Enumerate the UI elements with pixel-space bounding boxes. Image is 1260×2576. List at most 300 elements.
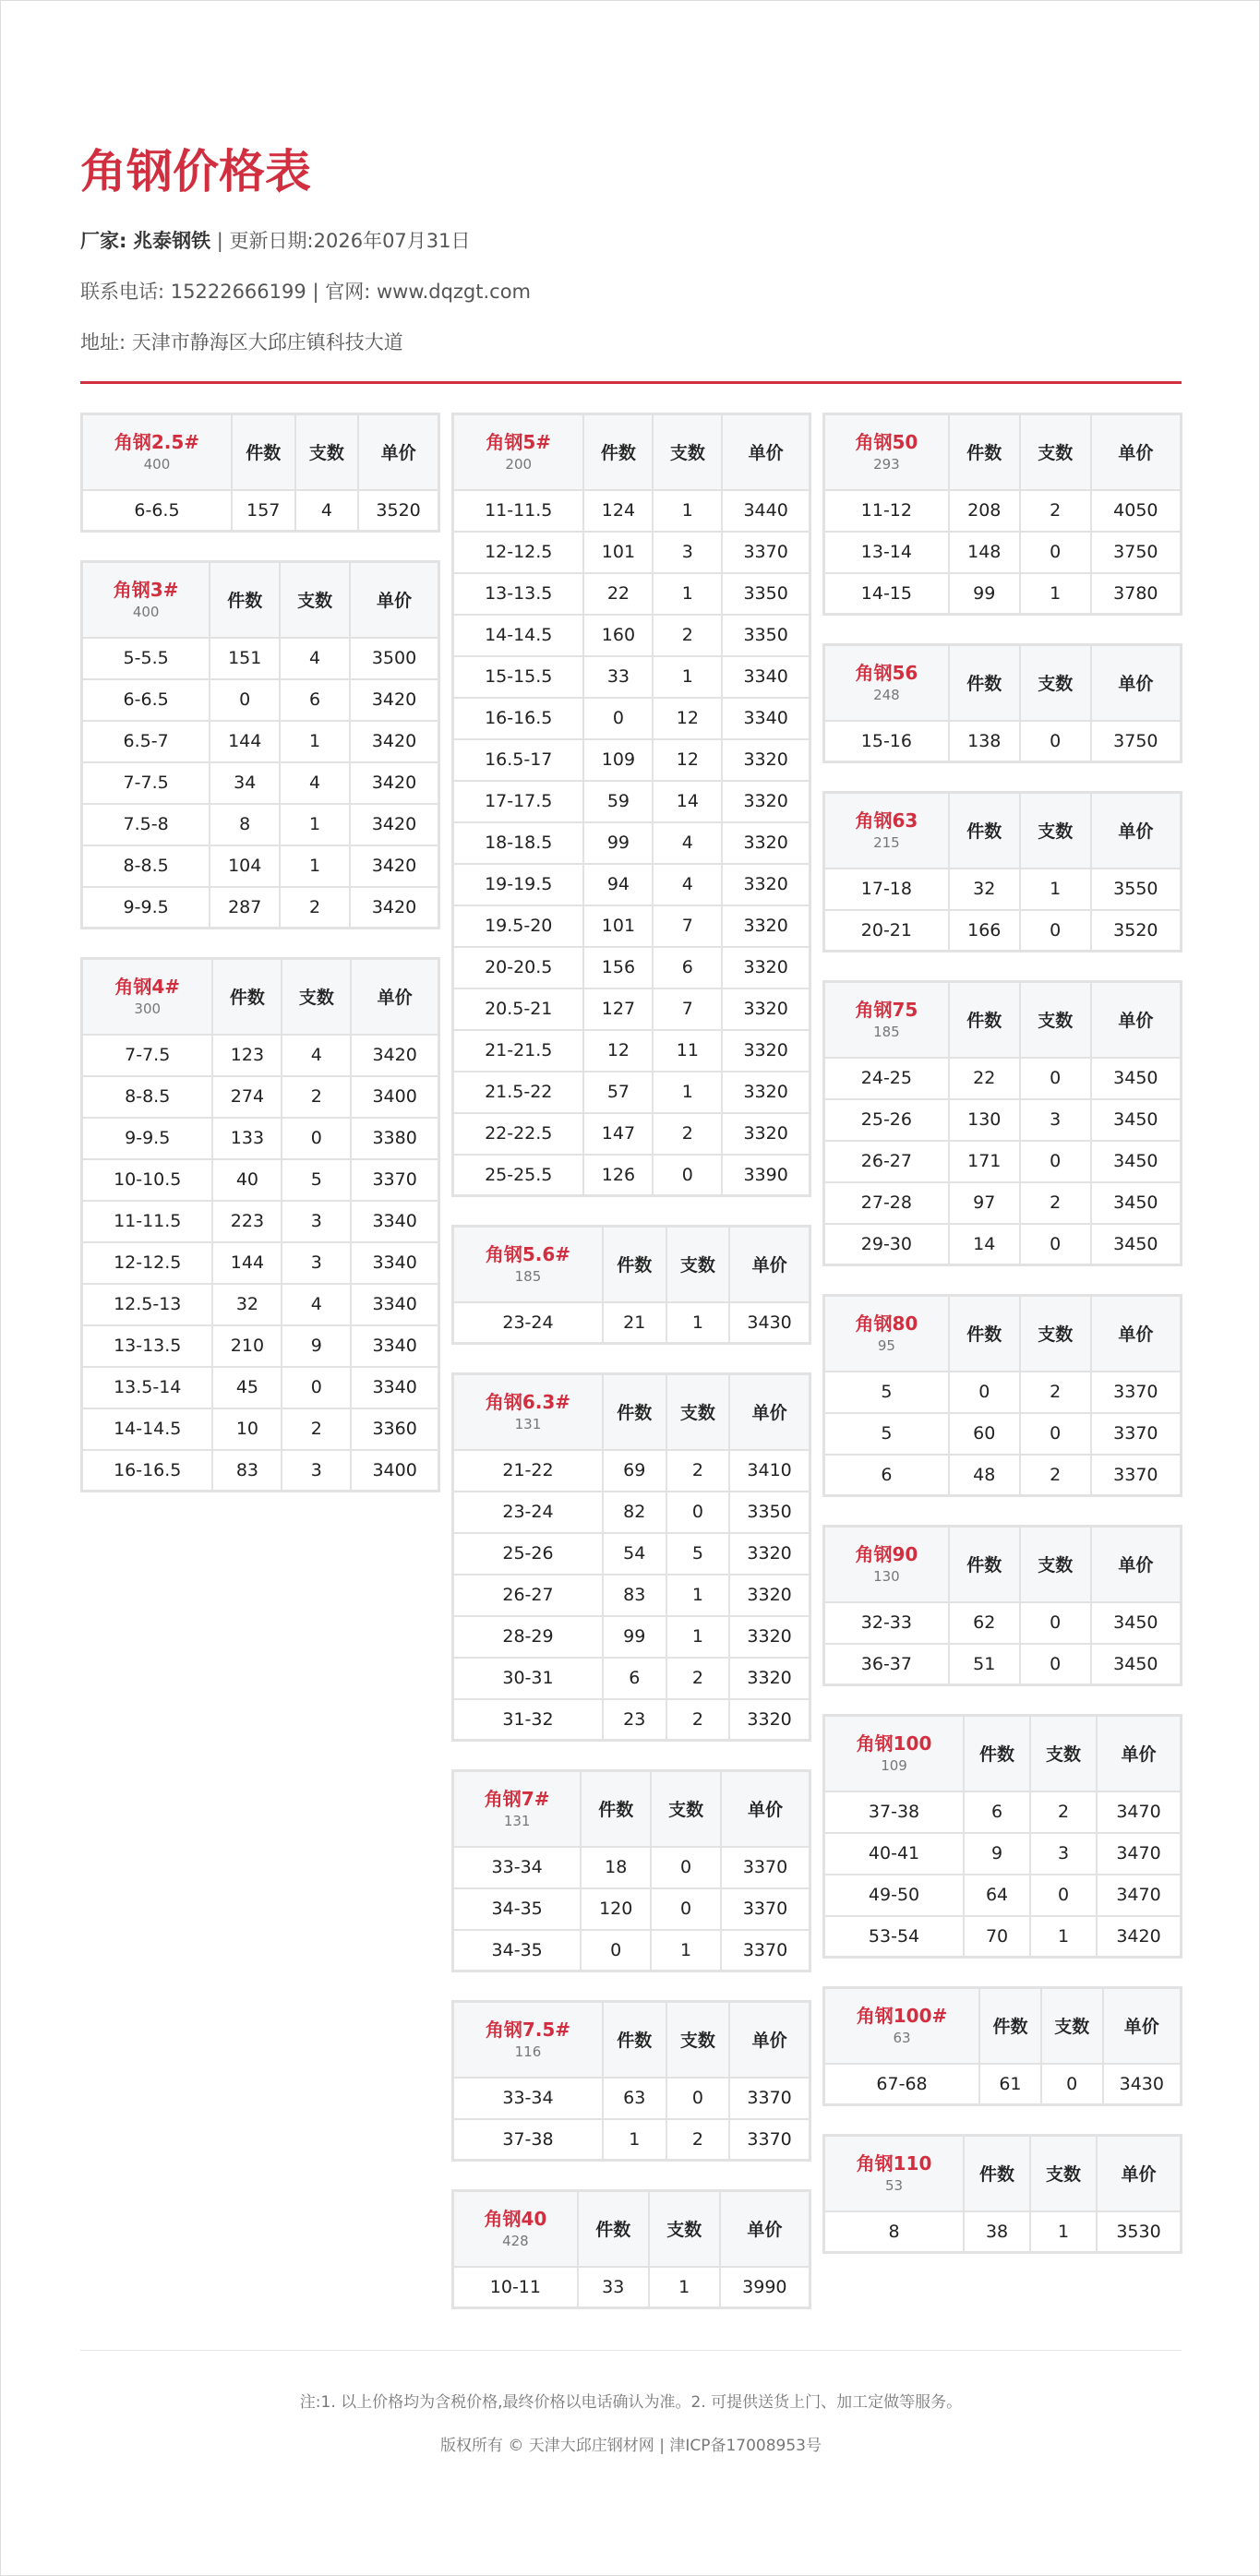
count-cell: 0 — [949, 1372, 1020, 1413]
sticks-header: 支数 — [1020, 1527, 1091, 1602]
price-cell: 3350 — [722, 615, 810, 656]
grade-header — [824, 1716, 965, 1791]
count-cell: 1 — [603, 2119, 666, 2161]
table-row — [453, 1847, 810, 1888]
price-table — [822, 413, 1182, 616]
table-header-row — [824, 982, 1182, 1058]
price-cell: 3320 — [722, 1113, 810, 1155]
table-row — [82, 1408, 439, 1450]
count-cell: 61 — [979, 2064, 1041, 2105]
count-cell: 18 — [581, 1847, 651, 1888]
count-cell: 208 — [949, 490, 1020, 532]
price-header: 单价 — [358, 414, 438, 490]
sticks-cell: 1 — [666, 1302, 730, 1344]
table-header-row — [824, 1527, 1182, 1602]
spec-cell: 19-19.5 — [453, 864, 584, 905]
price-header: 单价 — [729, 1227, 810, 1302]
grade-subtitle: 248 — [873, 686, 900, 703]
address-line — [80, 329, 403, 356]
spec-cell: 21-21.5 — [453, 1030, 584, 1072]
spec-cell: 11-11.5 — [82, 1201, 213, 1242]
table-row — [824, 1644, 1182, 1685]
count-cell: 14 — [949, 1224, 1020, 1265]
price-cell: 3350 — [722, 573, 810, 615]
count-cell: 166 — [949, 910, 1020, 952]
grade-header — [824, 982, 949, 1058]
count-cell: 6 — [964, 1791, 1030, 1833]
spec-cell: 27-28 — [824, 1182, 949, 1224]
spec-cell: 53-54 — [824, 1916, 965, 1958]
price-cell: 3990 — [720, 2267, 810, 2308]
price-cell: 3320 — [722, 1072, 810, 1113]
sticks-cell: 0 — [1030, 1875, 1097, 1916]
table-row — [82, 1035, 439, 1076]
grade-header — [824, 414, 949, 490]
count-cell: 0 — [210, 679, 280, 721]
sticks-cell: 2 — [1030, 1791, 1097, 1833]
spec-cell: 6 — [824, 1455, 949, 1496]
count-cell: 6 — [603, 1658, 666, 1699]
spec-cell: 36-37 — [824, 1644, 949, 1685]
sticks-header: 支数 — [666, 1374, 730, 1450]
sticks-cell: 5 — [282, 1159, 351, 1201]
sticks-cell: 1 — [1020, 573, 1091, 615]
count-cell: 59 — [583, 781, 653, 822]
price-cell: 3360 — [351, 1408, 438, 1450]
footer-divider — [80, 2350, 1182, 2351]
sticks-cell: 0 — [666, 1492, 730, 1533]
count-cell: 133 — [212, 1118, 282, 1159]
table-row — [82, 1367, 439, 1408]
spec-cell: 7.5-8 — [82, 804, 210, 845]
table-row — [453, 905, 810, 947]
sticks-cell: 1 — [280, 721, 350, 762]
grade-name: 角钢80 — [855, 1312, 918, 1335]
price-header: 单价 — [1091, 1527, 1182, 1602]
price-cell: 3320 — [722, 947, 810, 988]
grade-name: 角钢2.5# — [114, 430, 200, 453]
price-cell: 3780 — [1091, 573, 1182, 615]
sticks-header: 支数 — [1020, 645, 1091, 721]
count-cell: 83 — [212, 1450, 282, 1492]
table-row — [453, 1699, 810, 1741]
grade-name: 角钢40 — [484, 2207, 547, 2230]
count-cell: 12 — [583, 1030, 653, 1072]
price-cell: 3370 — [1091, 1372, 1182, 1413]
grade-subtitle: 428 — [502, 2232, 529, 2249]
table-row — [82, 1201, 439, 1242]
count-header: 件数 — [949, 1296, 1020, 1372]
price-cell: 3340 — [722, 656, 810, 698]
price-cell: 3450 — [1091, 1058, 1182, 1099]
price-table — [822, 643, 1182, 763]
price-table — [451, 1769, 811, 1972]
count-header: 件数 — [949, 645, 1020, 721]
price-cell: 3370 — [721, 1930, 810, 1971]
price-table — [822, 980, 1182, 1266]
count-cell: 32 — [212, 1284, 282, 1325]
spec-cell: 21-22 — [453, 1450, 603, 1492]
grade-subtitle: 200 — [505, 455, 533, 473]
table-row — [453, 988, 810, 1030]
phone-label: 联系电话: — [80, 281, 165, 303]
spec-cell: 20-20.5 — [453, 947, 584, 988]
update-label: 更新日期: — [229, 230, 314, 252]
table-row — [82, 1159, 439, 1201]
price-cell: 3440 — [722, 490, 810, 532]
price-header: 单价 — [1091, 645, 1182, 721]
grade-name: 角钢4# — [114, 975, 181, 998]
price-cell: 3420 — [351, 1035, 438, 1076]
sticks-cell: 6 — [653, 947, 722, 988]
table-header-row — [453, 414, 810, 490]
count-cell: 130 — [949, 1099, 1020, 1141]
table-header-row — [824, 1988, 1182, 2064]
price-cell: 3320 — [729, 1533, 810, 1575]
price-cell: 3350 — [729, 1492, 810, 1533]
spec-cell: 23-24 — [453, 1302, 603, 1344]
table-row — [824, 1791, 1182, 1833]
table-row — [82, 845, 439, 887]
table-header-row — [824, 645, 1182, 721]
spec-cell: 30-31 — [453, 1658, 603, 1699]
spec-cell: 25-26 — [453, 1533, 603, 1575]
sticks-cell: 0 — [1020, 721, 1091, 762]
count-header: 件数 — [583, 414, 653, 490]
sticks-cell: 0 — [1020, 1058, 1091, 1099]
website-label: 官网: — [325, 281, 371, 303]
price-cell: 3320 — [722, 1030, 810, 1072]
spec-cell: 67-68 — [824, 2064, 980, 2105]
spec-cell: 6-6.5 — [82, 679, 210, 721]
table-header-row — [453, 2002, 810, 2078]
count-cell: 9 — [964, 1833, 1030, 1875]
price-cell: 3450 — [1091, 1644, 1182, 1685]
price-header: 单价 — [1091, 793, 1182, 869]
table-header-row — [82, 562, 439, 638]
spec-cell: 26-27 — [824, 1141, 949, 1182]
count-header: 件数 — [581, 1771, 651, 1847]
sticks-cell: 0 — [1020, 532, 1091, 573]
sticks-header: 支数 — [295, 414, 359, 490]
grade-subtitle: 63 — [893, 2029, 911, 2046]
table-row — [82, 1325, 439, 1367]
table-row — [453, 615, 810, 656]
table-header-row — [82, 414, 439, 490]
table-row — [453, 2267, 810, 2308]
table-row — [82, 887, 439, 929]
grade-header — [824, 793, 949, 869]
count-cell: 144 — [210, 721, 280, 762]
price-header: 单价 — [722, 414, 810, 490]
price-cell: 3370 — [351, 1159, 438, 1201]
count-cell: 33 — [583, 656, 653, 698]
spec-cell: 16-16.5 — [453, 698, 584, 739]
sticks-header: 支数 — [1020, 793, 1091, 869]
table-row — [453, 1658, 810, 1699]
grade-header — [453, 1374, 603, 1450]
price-table — [822, 1986, 1182, 2106]
count-header: 件数 — [949, 982, 1020, 1058]
grade-subtitle: 116 — [514, 2043, 542, 2060]
address-value: 天津市静海区大邱庄镇科技大道 — [131, 331, 403, 353]
price-cell: 3320 — [729, 1699, 810, 1741]
sticks-cell: 1 — [1030, 1916, 1097, 1958]
header-divider — [80, 381, 1182, 384]
spec-cell: 8-8.5 — [82, 845, 210, 887]
sticks-cell: 7 — [653, 905, 722, 947]
grade-header — [824, 1527, 949, 1602]
sticks-cell: 2 — [1020, 1372, 1091, 1413]
price-cell: 3370 — [729, 2078, 810, 2119]
price-cell: 3420 — [350, 762, 438, 804]
price-header: 单价 — [1091, 1296, 1182, 1372]
table-row — [82, 679, 439, 721]
count-cell: 83 — [603, 1575, 666, 1616]
spec-cell: 34-35 — [453, 1888, 582, 1930]
grade-subtitle: 300 — [134, 1000, 162, 1017]
sticks-cell: 0 — [1020, 1602, 1091, 1644]
grade-name: 角钢56 — [855, 661, 918, 684]
price-cell: 3450 — [1091, 1141, 1182, 1182]
table-row — [453, 781, 810, 822]
sticks-cell: 9 — [282, 1325, 351, 1367]
count-cell: 45 — [212, 1367, 282, 1408]
price-header: 单价 — [729, 1374, 810, 1450]
sticks-cell: 3 — [282, 1201, 351, 1242]
table-row — [82, 762, 439, 804]
price-header: 单价 — [350, 562, 438, 638]
sticks-header: 支数 — [280, 562, 350, 638]
grade-subtitle: 185 — [873, 1023, 900, 1040]
count-cell: 60 — [949, 1413, 1020, 1455]
price-cell: 3520 — [358, 490, 438, 532]
price-header: 单价 — [720, 2191, 810, 2267]
sticks-cell: 2 — [1020, 490, 1091, 532]
table-row — [82, 1076, 439, 1118]
spec-cell: 37-38 — [824, 1791, 965, 1833]
sticks-cell: 2 — [1020, 1455, 1091, 1496]
price-cell: 3370 — [721, 1847, 810, 1888]
spec-cell: 14-14.5 — [453, 615, 584, 656]
table-row — [824, 1372, 1182, 1413]
table-row — [82, 1242, 439, 1284]
price-cell: 3450 — [1091, 1182, 1182, 1224]
price-table — [451, 413, 811, 1197]
sticks-header: 支数 — [1041, 1988, 1103, 2064]
grade-header — [453, 2002, 603, 2078]
grade-subtitle: 130 — [873, 1567, 900, 1585]
count-cell: 120 — [581, 1888, 651, 1930]
table-row — [824, 1833, 1182, 1875]
price-table — [822, 1714, 1182, 1959]
spec-cell: 5 — [824, 1372, 949, 1413]
count-cell: 109 — [583, 739, 653, 781]
table-row — [824, 532, 1182, 573]
spec-cell: 29-30 — [824, 1224, 949, 1265]
spec-cell: 26-27 — [453, 1575, 603, 1616]
sticks-cell: 11 — [653, 1030, 722, 1072]
spec-cell: 13.5-14 — [82, 1367, 213, 1408]
grade-name: 角钢63 — [855, 809, 918, 832]
count-cell: 40 — [212, 1159, 282, 1201]
price-cell: 3340 — [351, 1325, 438, 1367]
table-header-row — [453, 1771, 810, 1847]
spec-cell: 16-16.5 — [82, 1450, 213, 1492]
price-cell: 3410 — [729, 1450, 810, 1492]
spec-cell: 7-7.5 — [82, 1035, 213, 1076]
grade-name: 角钢50 — [855, 430, 918, 453]
spec-cell: 19.5-20 — [453, 905, 584, 947]
spec-cell: 24-25 — [824, 1058, 949, 1099]
sticks-cell: 1 — [653, 573, 722, 615]
sticks-cell: 3 — [1030, 1833, 1097, 1875]
grade-subtitle: 53 — [884, 2176, 904, 2194]
table-row — [824, 1141, 1182, 1182]
contact-line — [80, 278, 531, 306]
table-row — [824, 490, 1182, 532]
spec-cell: 12-12.5 — [82, 1242, 213, 1284]
table-header-row — [824, 1716, 1182, 1791]
price-cell: 3500 — [350, 638, 438, 679]
count-cell: 124 — [583, 490, 653, 532]
table-row — [453, 490, 810, 532]
spec-cell: 12-12.5 — [453, 532, 584, 573]
count-cell: 54 — [603, 1533, 666, 1575]
price-cell: 3430 — [1103, 2064, 1182, 2105]
sticks-cell: 2 — [653, 615, 722, 656]
table-row — [453, 822, 810, 864]
count-cell: 157 — [232, 490, 295, 532]
count-cell: 171 — [949, 1141, 1020, 1182]
table-row — [824, 2064, 1182, 2105]
count-cell: 101 — [583, 532, 653, 573]
price-cell: 3320 — [729, 1575, 810, 1616]
sticks-cell: 2 — [653, 1113, 722, 1155]
count-cell: 48 — [949, 1455, 1020, 1496]
price-cell: 3320 — [722, 988, 810, 1030]
price-cell: 3470 — [1097, 1833, 1182, 1875]
sticks-cell: 4 — [653, 864, 722, 905]
sticks-header: 支数 — [1030, 2136, 1097, 2211]
price-table — [822, 1525, 1182, 1686]
spec-cell: 11-11.5 — [453, 490, 584, 532]
table-row — [824, 1916, 1182, 1958]
table-row — [824, 1099, 1182, 1141]
table-row — [82, 638, 439, 679]
spec-cell: 11-12 — [824, 490, 949, 532]
price-column-2 — [451, 413, 811, 2337]
sticks-cell: 4 — [280, 762, 350, 804]
count-cell: 32 — [949, 869, 1020, 910]
spec-cell: 25-25.5 — [453, 1155, 584, 1196]
table-row — [453, 1155, 810, 1196]
grade-subtitle: 185 — [514, 1267, 542, 1285]
separator: | — [312, 281, 319, 303]
sticks-cell: 1 — [666, 1575, 730, 1616]
count-cell: 63 — [603, 2078, 666, 2119]
price-table — [451, 1225, 811, 1345]
spec-cell: 28-29 — [453, 1616, 603, 1658]
price-table — [822, 791, 1182, 953]
price-header: 单价 — [351, 959, 438, 1035]
sticks-cell: 7 — [653, 988, 722, 1030]
price-header: 单价 — [729, 2002, 810, 2078]
table-row — [824, 910, 1182, 952]
table-header-row — [453, 2191, 810, 2267]
sticks-cell: 12 — [653, 698, 722, 739]
grade-header — [824, 1296, 949, 1372]
sticks-cell: 1 — [651, 1930, 721, 1971]
spec-cell: 14-14.5 — [82, 1408, 213, 1450]
table-row — [824, 721, 1182, 762]
website-url: www.dqzgt.com — [376, 281, 532, 303]
table-row — [453, 947, 810, 988]
price-cell: 3420 — [350, 804, 438, 845]
count-header: 件数 — [578, 2191, 649, 2267]
sticks-header: 支数 — [1030, 1716, 1097, 1791]
price-cell: 3400 — [351, 1076, 438, 1118]
table-row — [82, 721, 439, 762]
table-row — [824, 1413, 1182, 1455]
price-cell: 3470 — [1097, 1791, 1182, 1833]
price-cell: 3450 — [1091, 1602, 1182, 1644]
header — [80, 139, 1182, 353]
sticks-cell: 4 — [282, 1035, 351, 1076]
count-cell: 70 — [964, 1916, 1030, 1958]
spec-cell: 32-33 — [824, 1602, 949, 1644]
count-cell: 64 — [964, 1875, 1030, 1916]
count-header: 件数 — [603, 1227, 666, 1302]
count-cell: 274 — [212, 1076, 282, 1118]
grade-header — [82, 959, 213, 1035]
price-cell: 3370 — [722, 532, 810, 573]
price-cell: 3390 — [722, 1155, 810, 1196]
count-cell: 160 — [583, 615, 653, 656]
address-label: 地址: — [80, 331, 126, 353]
grade-header — [453, 414, 584, 490]
table-row — [824, 1058, 1182, 1099]
sticks-cell: 1 — [280, 845, 350, 887]
spec-cell: 17-17.5 — [453, 781, 584, 822]
spec-cell: 21.5-22 — [453, 1072, 584, 1113]
price-cell: 3550 — [1091, 869, 1182, 910]
grade-subtitle: 400 — [143, 455, 171, 473]
price-table — [451, 2189, 811, 2309]
price-cell: 3340 — [722, 698, 810, 739]
price-cell: 3320 — [729, 1658, 810, 1699]
spec-cell: 5 — [824, 1413, 949, 1455]
spec-cell: 34-35 — [453, 1930, 582, 1971]
table-row — [453, 864, 810, 905]
count-cell: 69 — [603, 1450, 666, 1492]
spec-cell: 33-34 — [453, 1847, 582, 1888]
spec-cell: 10-10.5 — [82, 1159, 213, 1201]
grade-name: 角钢110 — [856, 2151, 932, 2175]
sticks-cell: 2 — [666, 1658, 730, 1699]
count-cell: 8 — [210, 804, 280, 845]
grade-header — [824, 645, 949, 721]
grade-header — [824, 1988, 980, 2064]
table-row — [824, 2211, 1182, 2253]
sticks-cell: 1 — [653, 490, 722, 532]
grade-subtitle: 400 — [132, 603, 160, 620]
count-header: 件数 — [949, 1527, 1020, 1602]
price-cell: 3450 — [1091, 1224, 1182, 1265]
spec-cell: 8-8.5 — [82, 1076, 213, 1118]
sticks-cell: 0 — [1020, 1224, 1091, 1265]
count-cell: 0 — [583, 698, 653, 739]
